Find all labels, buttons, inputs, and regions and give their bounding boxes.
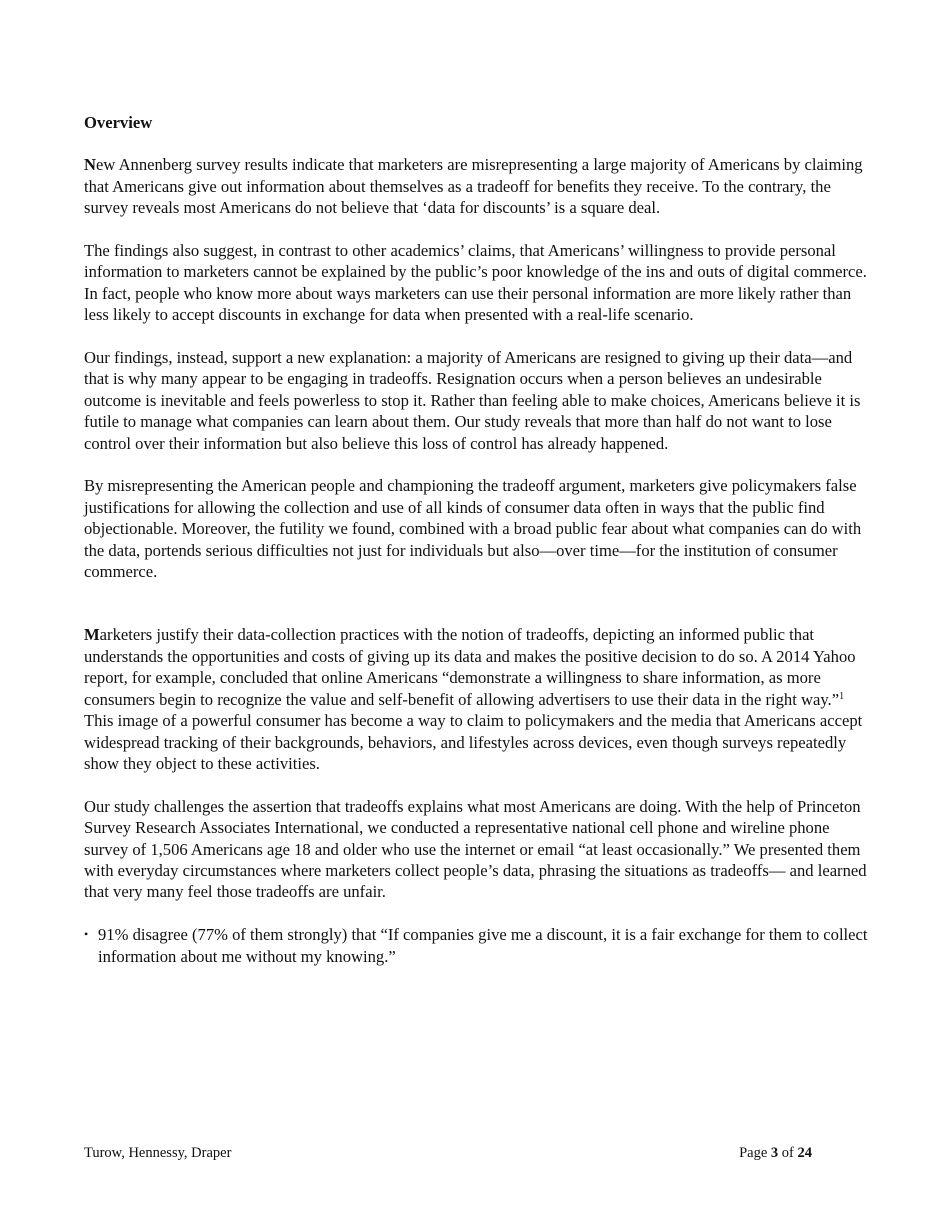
current-page: 3 bbox=[770, 1145, 779, 1161]
paragraph-5-text-a: arketers justify their data-collection practices with the notion of tradeoffs, depicting an informed public that understands the opportunities and costs of giving up its data and makes the positive decision to do so. A 2014 Yahoo report, for example, concluded that online Americans “demonstrate a willingness to share information, as more consumers begin to recognize the value and self-benefit of allowing advertisers to use their data in the right way.” bbox=[84, 625, 856, 709]
bullet-text: 91% disagree (77% of them strongly) that “If companies give me a discount, it is a fair exchange for them to collect information about me without my knowing.” bbox=[98, 925, 868, 966]
paragraph-6: Our study challenges the assertion that tradeoffs explains what most Americans are doing. With the help of Princeton Survey Research Associates International, we conducted a representative national cell phone and wireline phone survey of 1,506 Americans age 18 and older who use the internet or email “at least occasionally.” We presented them with everyday circumstances where marketers collect people’s data, phrasing the situations as tradeoffs— and learned that very many feel those tradeoffs are unfair. bbox=[84, 796, 867, 902]
paragraph-5-text-b: This image of a powerful consumer has become a way to claim to policymakers and the media that Americans accept widespread tracking of their backgrounds, behaviors, and lifestyles across devices, even though surveys repeatedly show they object to these activities. bbox=[84, 711, 863, 773]
bullet-list bbox=[84, 924, 874, 967]
total-pages: 24 bbox=[797, 1145, 812, 1161]
document-body bbox=[84, 112, 874, 967]
list-item bbox=[84, 924, 874, 967]
bullet-icon: • bbox=[84, 927, 89, 942]
paragraph-5 bbox=[84, 624, 874, 774]
paragraph-3: Our findings, instead, support a new explanation: a majority of Americans are resigned to giving up their data—and that is why many appear to be engaging in tradeoffs. Resignation occurs when a person believes an undesirable outcome is inevitable and feels powerless to stop it. Rather than feeling able to make choices, Americans believe it is futile to manage what companies can learn about them. Our study reveals that more than half do not want to lose control over their information but also believe this loss of control has already happened. bbox=[84, 348, 861, 453]
paragraph-2: The findings also suggest, in contrast to other academics’ claims, that Americans’ willingness to provide personal information to marketers cannot be explained by the public’s poor knowledge of the ins and outs of digital commerce. In fact, people who know more about ways marketers can use their personal information are more likely rather than less likely to accept discounts in exchange for data when presented with a real-life scenario. bbox=[84, 241, 867, 325]
paragraph-1-text: ew Annenberg survey results indicate that marketers are misrepresenting a large majority of Americans by claiming that Americans give out information about themselves as a tradeoff for benefits they receive. To the contrary, the survey reveals most Americans do not believe that ‘data for discounts’ is a square deal. bbox=[84, 155, 863, 218]
dropcap-letter: M bbox=[84, 625, 100, 645]
footer-authors: Turow, Hennessy, Draper bbox=[84, 1145, 232, 1161]
paragraph-1 bbox=[84, 154, 874, 218]
footer-of-word: of bbox=[781, 1145, 794, 1161]
footnote-marker[interactable]: 1 bbox=[839, 690, 845, 702]
page-footer bbox=[84, 1144, 812, 1162]
dropcap-letter: N bbox=[84, 155, 96, 175]
paragraph-4: By misrepresenting the American people and championing the tradeoff argument, marketers give policymakers false justifications for allowing the collection and use of all kinds of consumer data often in ways that the public find objectionable. Moreover, the futility we found, combined with a broad public fear about what companies can do with the data, portends serious difficulties not just for individuals but also—over time—for the institution of consumer commerce. bbox=[84, 476, 862, 582]
footer-page-word: Page bbox=[739, 1145, 768, 1161]
footer-page-number bbox=[739, 1144, 812, 1162]
section-heading: Overview bbox=[84, 113, 153, 132]
